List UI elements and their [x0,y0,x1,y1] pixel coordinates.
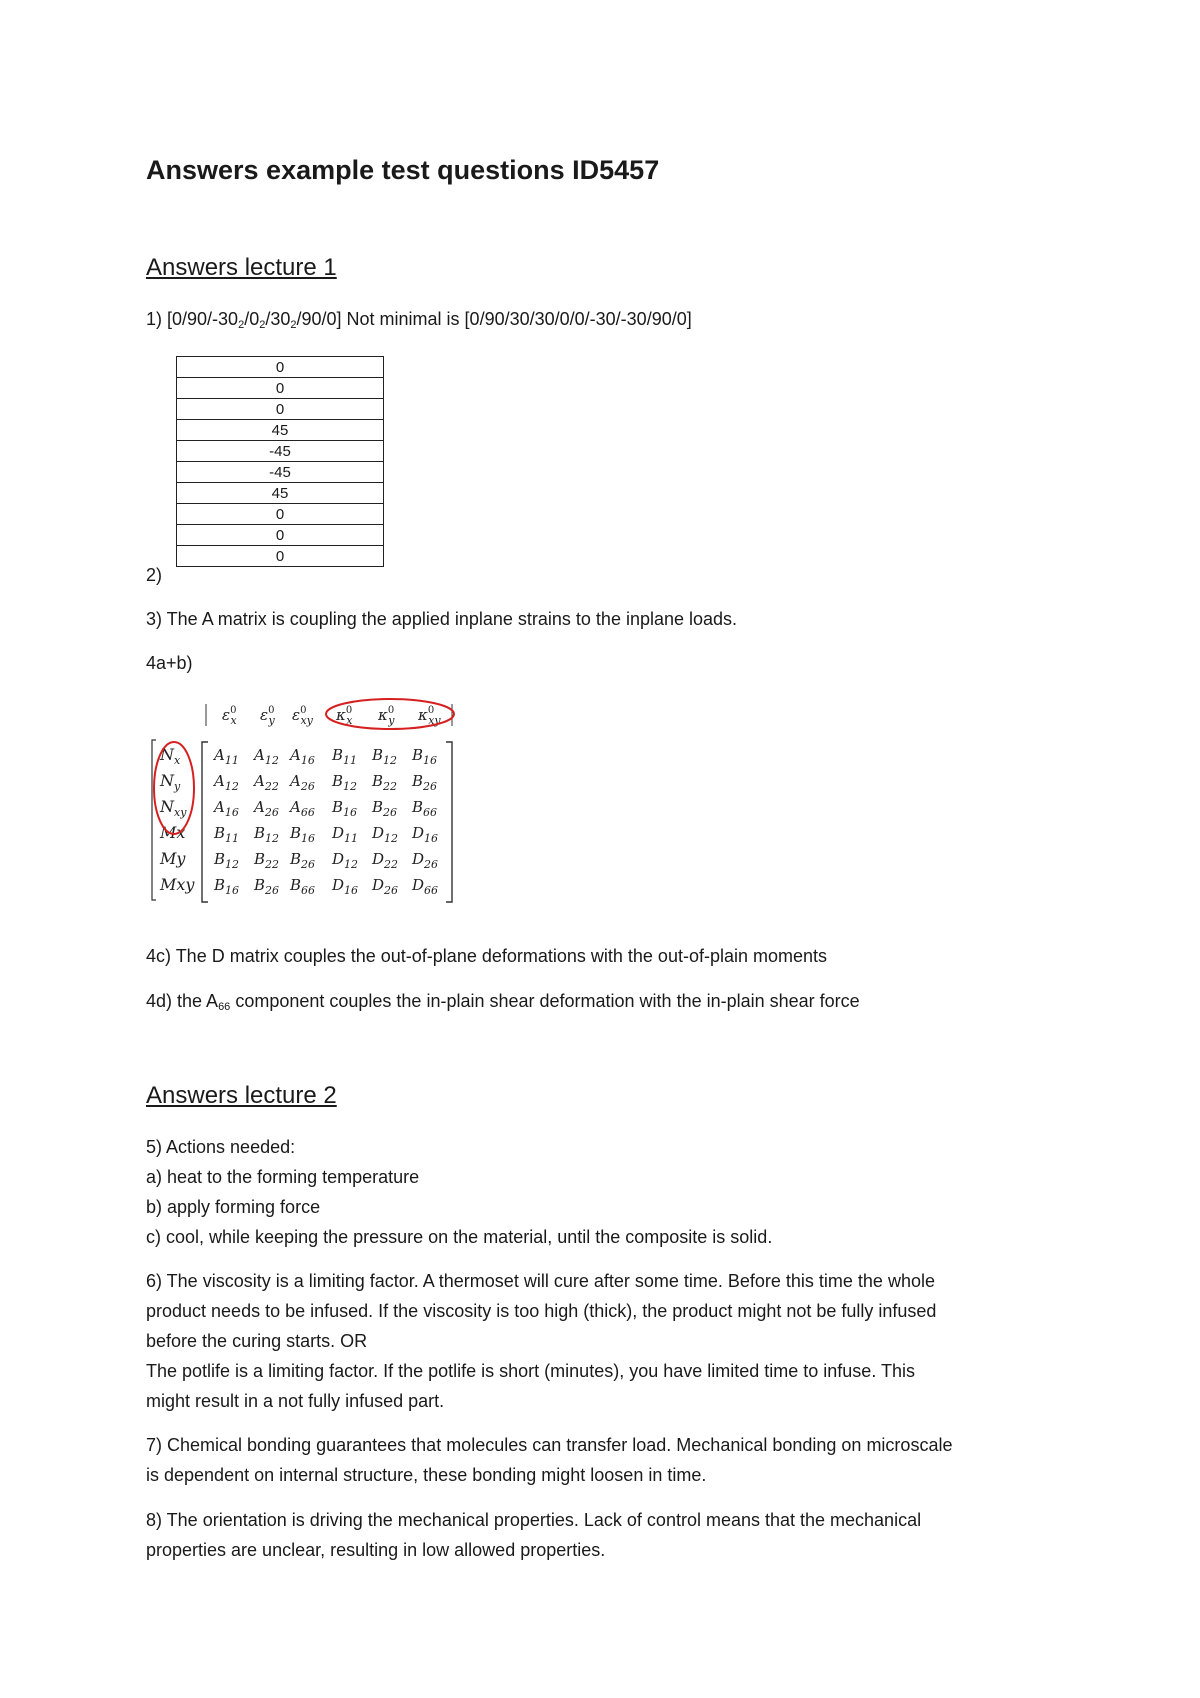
answer-1-text-c: /30 [265,309,291,329]
matrix-cell: $B_{12}$ [332,772,358,793]
matrix-cell: $B_{26}$ [412,772,438,793]
layup-row [177,357,384,378]
abd-matrix-figure [150,690,470,915]
answer-6 [146,1266,1066,1416]
layup-row [177,483,384,504]
matrix-row-label: $N_y$ [160,771,181,793]
matrix-cell: $D_{66}$ [412,876,439,897]
answer-7-line: 7) Chemical bonding guarantees that molecules can transfer load. Mechanical bonding on microscale [146,1435,953,1455]
matrix-cell: $A_{26}$ [254,798,279,819]
matrix-cell: $B_{22}$ [254,850,280,871]
matrix-cell: $D_{16}$ [412,824,439,845]
answer-1-text-a: [0/90/-30 [162,309,239,329]
matrix-cell: $A_{16}$ [290,746,315,767]
matrix-cell: $A_{12}$ [254,746,279,767]
layup-row [177,441,384,462]
answer-7-line: is dependent on internal structure, these bonding might loosen in time. [146,1465,707,1485]
answer-1-sub-2: 2 [259,319,266,331]
matrix-cell: $D_{26}$ [412,850,439,871]
answer-8-line: properties are unclear, resulting in low allowed properties. [146,1540,606,1560]
layup-cell: 45 [177,483,384,504]
matrix-cell: $D_{12}$ [332,850,359,871]
answer-1-sub-1: 2 [238,319,245,331]
matrix-cell: $B_{11}$ [332,746,358,767]
matrix-cell: $A_{22}$ [254,772,279,793]
answer-6-line: 6) The viscosity is a limiting factor. A thermoset will cure after some time. Before this time the whole [146,1271,935,1291]
answer-5-line: 5) Actions needed: [146,1137,296,1157]
answer-6-line: The potlife is a limiting factor. If the potlife is short (minutes), you have limited time to infuse. This [146,1361,915,1381]
answer-5-line: a) heat to the forming temperature [146,1167,420,1187]
layup-row [177,399,384,420]
answer-1-text-b: /0 [244,309,260,329]
matrix-cell: $A_{12}$ [214,772,239,793]
answer-1-sub-3: 2 [290,319,297,331]
matrix-cell: $D_{26}$ [372,876,399,897]
matrix-cell: $B_{66}$ [412,798,438,819]
matrix-cell: $B_{12}$ [372,746,398,767]
answer-8-line: 8) The orientation is driving the mechanical properties. Lack of control means that the mechanical [146,1510,922,1530]
answer-4d-number: 4d) [146,991,173,1011]
layup-cell: 0 [177,504,384,525]
matrix-row-label: Mxy [160,875,195,894]
answer-5-line: b) apply forming force [146,1197,321,1217]
matrix-row-label: $N_x$ [160,745,181,767]
matrix-row-label: $N_{xy}$ [160,797,187,819]
layup-cell: 0 [177,399,384,420]
matrix-cell: $D_{11}$ [332,824,359,845]
answer-6-line: product needs to be infused. If the viscosity is too high (thick), the product might not be fully infused [146,1301,937,1321]
answer-3: 3) The A matrix is coupling the applied inplane strains to the inplane loads. [146,609,738,629]
matrix-column-header: $\kappa^0$ xy [418,705,441,727]
lecture1-heading: Answers lecture 1 [146,254,337,281]
matrix-cell: $B_{26}$ [372,798,398,819]
matrix-cell: $B_{16}$ [332,798,358,819]
matrix-column-header: $\varepsilon^0$ xy [292,705,313,727]
matrix-cell: $A_{16}$ [214,798,239,819]
layup-row [177,462,384,483]
answer-8 [146,1505,1066,1565]
layup-row [177,525,384,546]
answer-4d-text-b: component couples the in-plain shear deformation with the in-plain shear force [230,991,860,1011]
lecture2-heading: Answers lecture 2 [146,1082,337,1109]
matrix-column-header: $\varepsilon^0$ x [222,705,237,727]
layup-cell: 0 [177,546,384,567]
matrix-cell: $D_{16}$ [332,876,359,897]
layup-row [177,546,384,567]
answer-4d [146,990,860,1012]
answer-1-number: 1) [146,309,163,329]
answer-2-number: 2) [146,565,163,585]
answer-4d-subscript: 66 [218,1001,231,1013]
layup-cell: 0 [177,357,384,378]
matrix-cell: $D_{22}$ [372,850,399,871]
abd-matrix-content [152,699,454,902]
matrix-cell: $A_{11}$ [214,746,239,767]
layup-table [176,356,384,567]
answer-6-line: might result in a not fully infused part. [146,1391,445,1411]
answer-1-text-d: /90/0] Not minimal is [0/90/30/30/0/0/-30/-30/90/0] [296,309,692,329]
answer-4c-number: 4c) [146,946,172,966]
matrix-cell: $B_{16}$ [412,746,438,767]
answer-7 [146,1430,1066,1490]
matrix-row-label: My [160,849,186,868]
matrix-right-bracket [446,742,452,902]
layup-cell: -45 [177,462,384,483]
matrix-left-bracket [202,742,208,902]
matrix-cell: $A_{66}$ [290,798,315,819]
matrix-column-header: $\kappa^0$ x [336,705,353,727]
answer-5 [146,1132,1066,1252]
matrix-cell: $B_{12}$ [254,824,280,845]
layup-row [177,420,384,441]
matrix-column-header: $\varepsilon^0$ y [260,705,275,727]
matrix-cell: $B_{12}$ [214,850,240,871]
layup-cell: 0 [177,525,384,546]
answer-4c [146,945,827,967]
answer-4d-text-a: the A [172,991,219,1011]
layup-cell: 0 [177,378,384,399]
matrix-row-label: Mx [160,823,186,842]
matrix-column-header: $\kappa^0$ y [378,705,395,727]
matrix-cell: $B_{22}$ [372,772,398,793]
matrix-cell: $B_{26}$ [254,876,280,897]
answer-6-line: before the curing starts. OR [146,1331,368,1351]
matrix-cell: $B_{11}$ [214,824,240,845]
matrix-cell: $D_{12}$ [372,824,399,845]
answer-5-line: c) cool, while keeping the pressure on the material, until the composite is solid. [146,1227,773,1247]
layup-cell: 45 [177,420,384,441]
matrix-cell: $A_{26}$ [290,772,315,793]
layup-cell: -45 [177,441,384,462]
answer-4c-text: The D matrix couples the out-of-plane deformations with the out-of-plain moments [171,946,828,966]
matrix-cell: $B_{66}$ [290,876,316,897]
page-title: Answers example test questions ID5457 [146,155,660,185]
matrix-cell: $B_{16}$ [290,824,316,845]
answer-1 [146,308,692,330]
answer-4ab-label: 4a+b) [146,653,193,673]
matrix-cell: $B_{16}$ [214,876,240,897]
row-vector-bracket [152,740,156,900]
matrix-cell: $B_{26}$ [290,850,316,871]
layup-row [177,504,384,525]
layup-row [177,378,384,399]
